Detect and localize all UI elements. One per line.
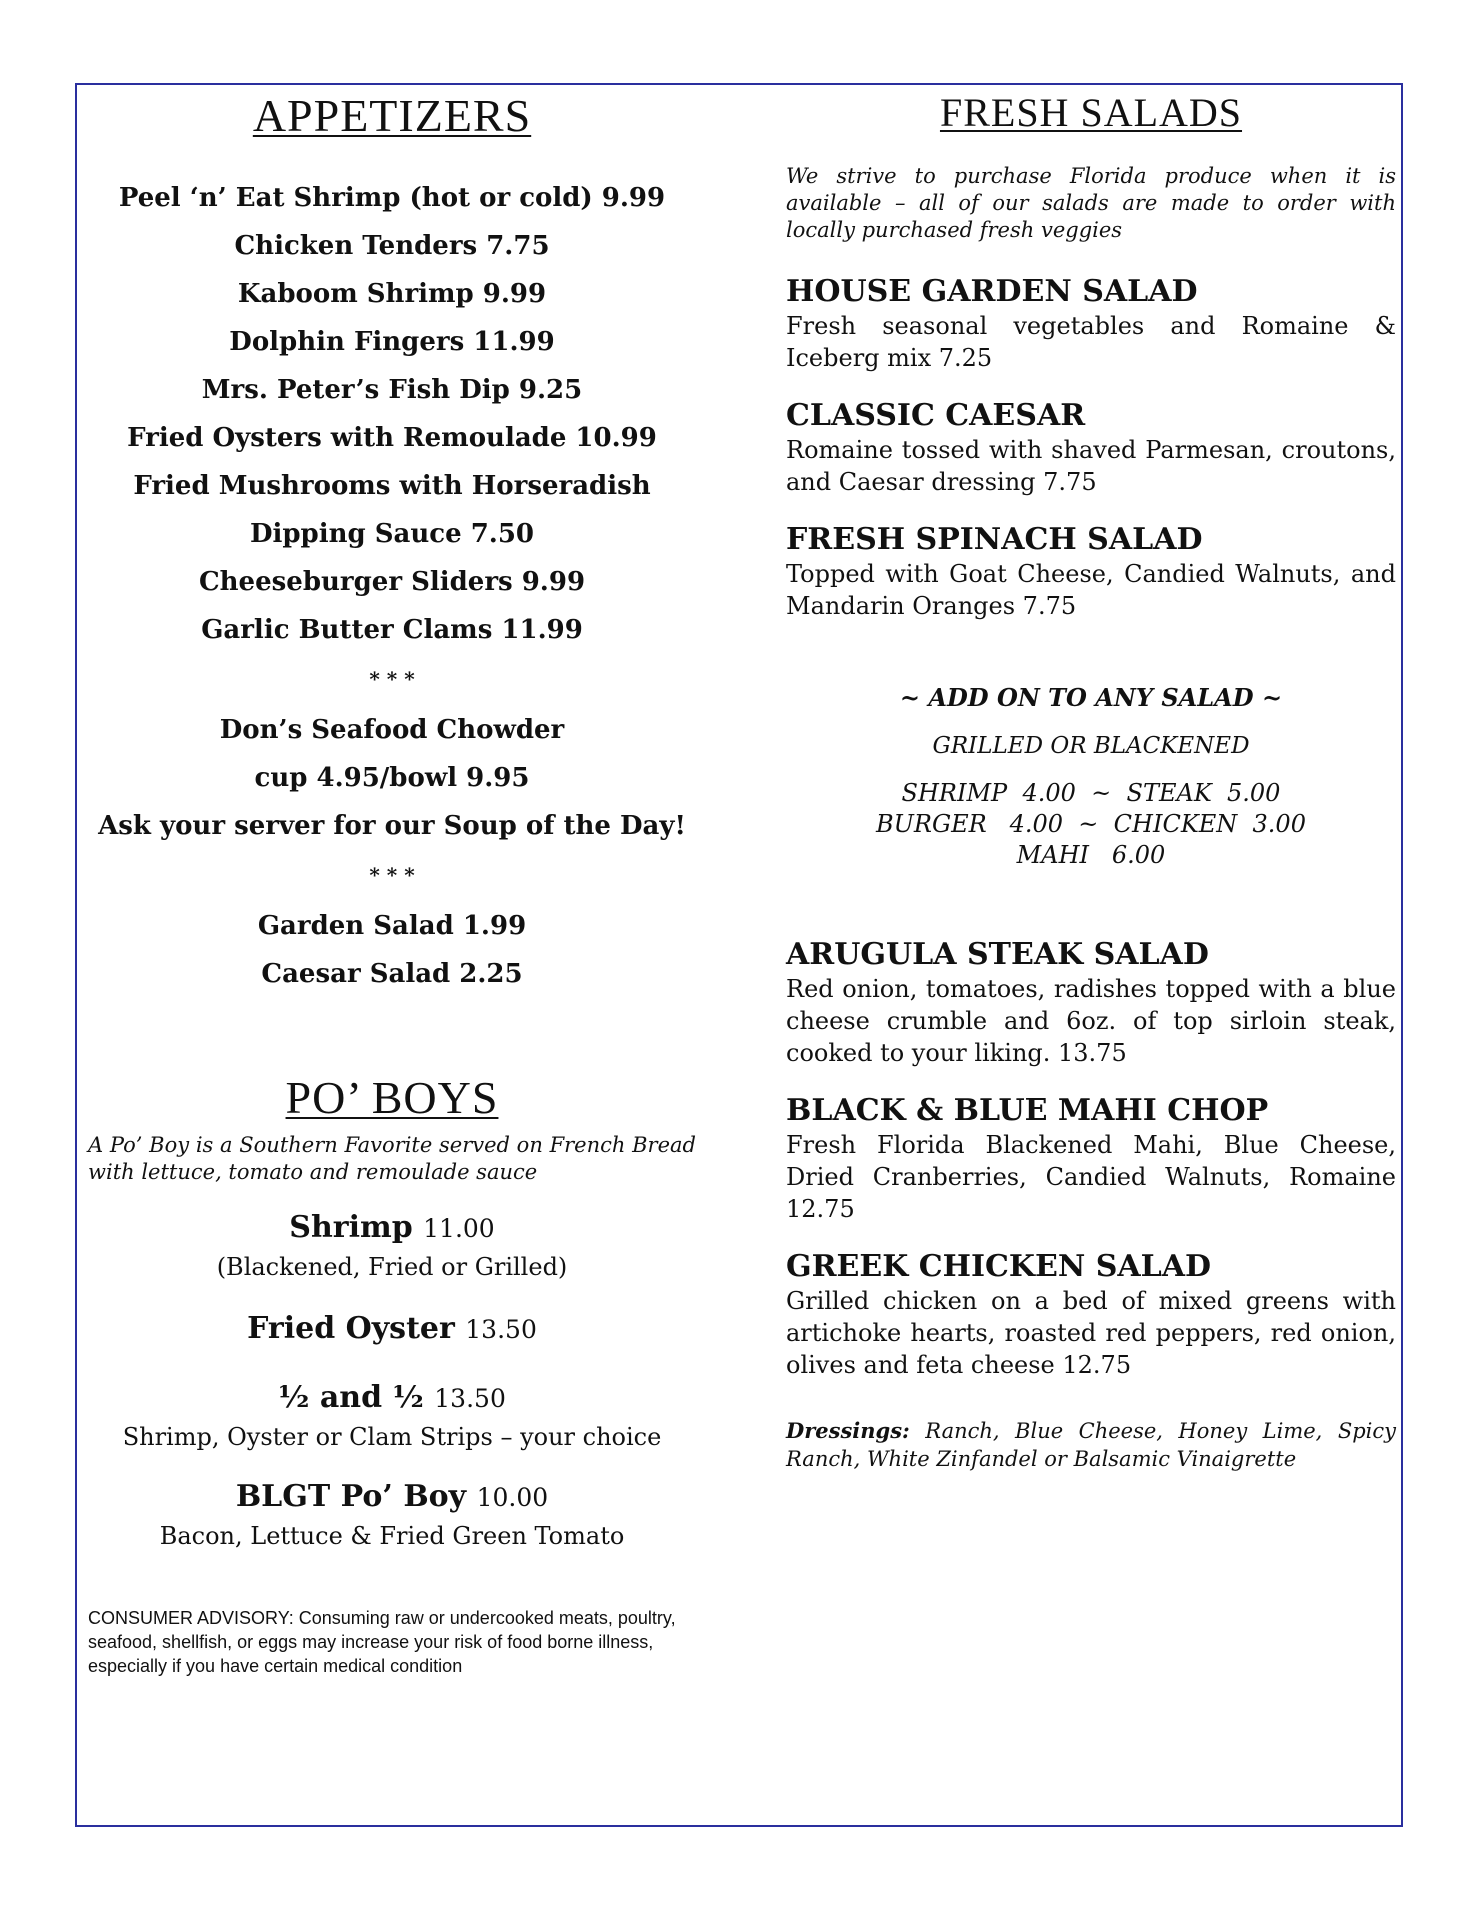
- appetizers-list: [88, 174, 696, 654]
- poboy-item: [88, 1477, 696, 1518]
- addon-line: SHRIMP 4.00 ~ STEAK 5.00: [901, 779, 1281, 807]
- poboy-price: 13.50: [434, 1384, 506, 1413]
- soup-item: Ask your server for our Soup of the Day!: [98, 811, 686, 841]
- side-salad-item: Caesar Salad 2.25: [261, 959, 523, 989]
- salads-intro: We strive to purchase Florida produce when it is available – all of our salads are made to order with locally purchased fresh veggies: [786, 164, 1396, 242]
- poboy-name: Shrimp: [289, 1210, 413, 1245]
- appetizer-item: Fried Mushrooms with Horseradish: [133, 471, 651, 501]
- addon-line: MAHI 6.00: [1016, 841, 1166, 869]
- appetizer-item: Mrs. Peter’s Fish Dip 9.25: [201, 375, 583, 405]
- salad-name: GREEK CHICKEN SALAD: [786, 1249, 1212, 1284]
- salad-desc: Romaine tossed with shaved Parmesan, croutons, and Caesar dressing 7.75: [786, 436, 1396, 496]
- salad-desc: Red onion, tomatoes, radishes topped with a blue cheese crumble and 6oz. of top sirloin steak, cooked to your liking. 13.75: [786, 975, 1396, 1067]
- appetizer-item: Peel ‘n’ Eat Shrimp (hot or cold) 9.99: [118, 183, 666, 213]
- soup-item: cup 4.95/bowl 9.95: [254, 763, 530, 793]
- poboys-intro: A Po’ Boy is a Southern Favorite served on French Bread with lettuce, tomato and remoulade sauce: [88, 1133, 696, 1184]
- dressings-list: Ranch, Blue Cheese, Honey Lime, Spicy Ranch, White Zinfandel or Balsamic Vinaigrette: [786, 1419, 1396, 1471]
- salad-name: HOUSE GARDEN SALAD: [786, 274, 1198, 309]
- poboy-item: [88, 1378, 696, 1419]
- poboy-name: BLGT Po’ Boy: [235, 1479, 467, 1514]
- salad-desc: Grilled chicken on a bed of mixed greens with artichoke hearts, roasted red peppers, red onion, olives and feta cheese 12.75: [786, 1287, 1396, 1379]
- dressings-label: Dressings:: [786, 1418, 910, 1443]
- appetizer-item: Fried Oysters with Remoulade 10.99: [127, 423, 657, 453]
- consumer-advisory: CONSUMER ADVISORY: Consuming raw or undercooked meats, poultry, seafood, shellfish, or eggs may increase your risk of food borne illness, especially if you have certain medical condition: [88, 1608, 676, 1676]
- separator: * * *: [369, 863, 415, 887]
- salad-name: BLACK & BLUE MAHI CHOP: [786, 1093, 1269, 1128]
- poboy-item: [88, 1309, 696, 1350]
- salad-addons: [786, 682, 1396, 871]
- left-column: [88, 88, 696, 1678]
- salads-heading: FRESH SALADS: [939, 90, 1243, 135]
- salad-name: ARUGULA STEAK SALAD: [786, 937, 1209, 972]
- salad-desc: Fresh seasonal vegetables and Romaine & Iceberg mix 7.25: [786, 312, 1396, 372]
- appetizer-item: Dolphin Fingers 11.99: [229, 327, 555, 357]
- salad-name: FRESH SPINACH SALAD: [786, 522, 1203, 557]
- appetizers-heading: APPETIZERS: [252, 90, 532, 141]
- salad-item: [786, 274, 1396, 374]
- appetizer-item: Dipping Sauce 7.50: [249, 519, 535, 549]
- salad-item: [786, 937, 1396, 1069]
- salad-name: CLASSIC CAESAR: [786, 398, 1086, 433]
- salad-item: [786, 522, 1396, 622]
- poboy-desc: (Blackened, Fried or Grilled): [216, 1253, 568, 1281]
- salad-desc: Fresh Florida Blackened Mahi, Blue Cheese, Dried Cranberries, Candied Walnuts, Romaine 12.75: [786, 1131, 1396, 1223]
- appetizer-item: Garlic Butter Clams 11.99: [201, 615, 583, 645]
- appetizer-item: Cheeseburger Sliders 9.99: [198, 567, 586, 597]
- poboy-item: [88, 1208, 696, 1249]
- appetizer-item: Chicken Tenders 7.75: [234, 231, 550, 261]
- poboy-price: 13.50: [465, 1315, 537, 1344]
- right-column: [786, 88, 1396, 1473]
- salad-item: [786, 1093, 1396, 1225]
- salad-item: [786, 398, 1396, 498]
- salad-desc: Topped with Goat Cheese, Candied Walnuts, and Mandarin Oranges 7.75: [786, 560, 1396, 620]
- poboy-name: Fried Oyster: [247, 1311, 455, 1346]
- poboys-heading: PO’ BOYS: [285, 1072, 499, 1123]
- addon-line: BURGER 4.00 ~ CHICKEN 3.00: [876, 810, 1306, 838]
- soup-item: Don’s Seafood Chowder: [219, 715, 565, 745]
- salad-item: [786, 1249, 1396, 1381]
- separator: * * *: [369, 667, 415, 691]
- poboy-price: 11.00: [423, 1214, 495, 1243]
- dressings-note: [786, 1417, 1396, 1473]
- side-salad-item: Garden Salad 1.99: [257, 911, 527, 941]
- poboy-price: 10.00: [476, 1483, 549, 1512]
- poboys-section: [88, 1070, 696, 1678]
- addon-options: [786, 778, 1396, 871]
- addon-title: ~ ADD ON TO ANY SALAD ~: [899, 683, 1283, 712]
- addon-subtitle: GRILLED OR BLACKENED: [932, 733, 1250, 759]
- poboy-desc: Bacon, Lettuce & Fried Green Tomato: [159, 1522, 625, 1550]
- appetizer-item: Kaboom Shrimp 9.99: [237, 279, 547, 309]
- poboy-name: ½ and ½: [278, 1380, 424, 1415]
- poboy-desc: Shrimp, Oyster or Clam Strips – your choice: [122, 1423, 662, 1451]
